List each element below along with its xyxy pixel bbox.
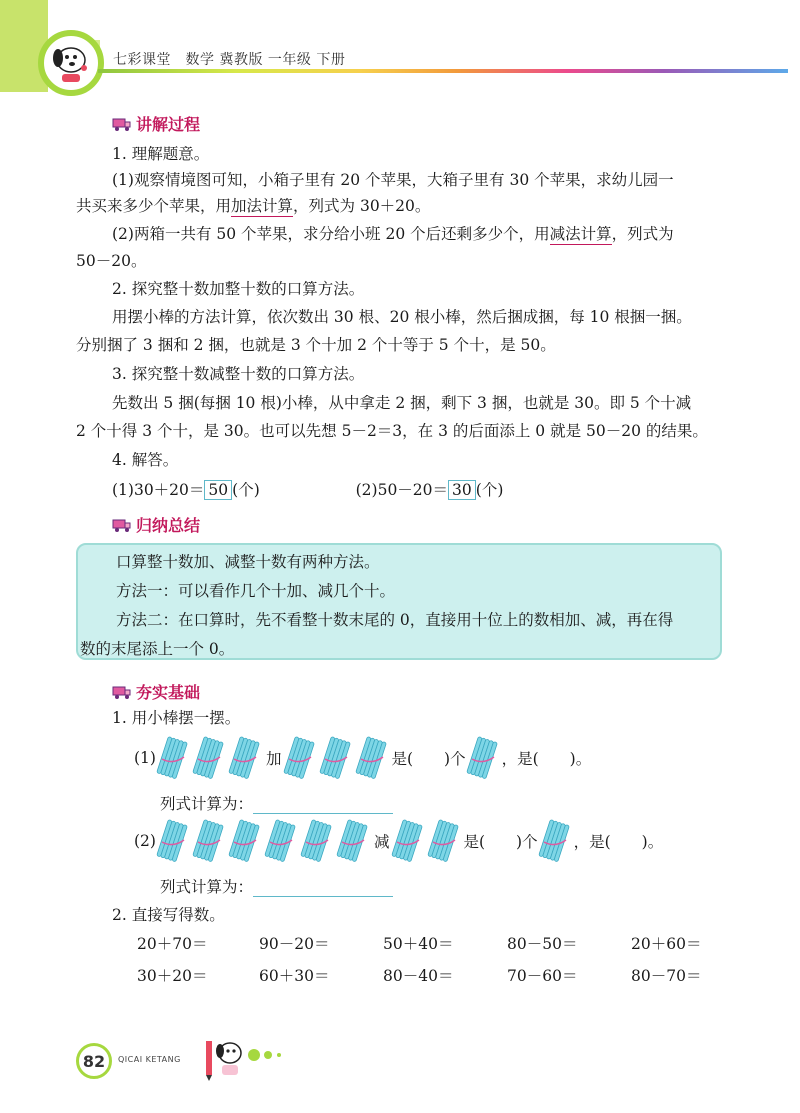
stick-problem-1 [134,735,591,781]
section-heading-basics [112,680,200,703]
section-heading-explain [112,112,200,135]
formula-label: 列式计算为： [160,795,254,813]
explain-para-4b: 2 个十得 3 个十，是 30。也可以先想 5－2＝3，在 3 的后面添上 0 就是 50－20 的结果。 [76,422,708,440]
calc-item: 90－20＝ [259,935,330,953]
stick-bundle-icon [156,735,190,781]
dog-mascot-icon [44,36,98,90]
answer-row [112,480,762,500]
page-number: 82 [76,1043,112,1079]
summary-line-2: 方法一：可以看作几个十加、减几个十。 [116,582,396,600]
explain-para-1b [76,196,726,216]
highlight-addition: 加法计算 [231,197,294,215]
stick-bundle-icon [538,818,572,864]
answer-2-unit: (个) [475,481,504,499]
operator-subtract: 减 [373,833,390,851]
section-title: 讲解过程 [136,115,201,134]
question-1: 1. 用小棒摆一摆。 [112,709,241,727]
answer-1-box: 50 [204,480,232,500]
text: ，列式为 [611,225,674,243]
header-rainbow-rule [98,69,788,73]
section-title: 夯实基础 [136,683,201,702]
calc-item: 50＋40＝ [383,935,454,953]
section-title: 归纳总结 [136,516,201,535]
blank-result: ，是( )。 [573,833,664,851]
formula-label: 列式计算为： [160,878,254,896]
stick-bundle-icon [391,818,425,864]
highlight-subtraction: 减法计算 [549,225,612,243]
summary-line-1: 口算整十数加、减整十数有两种方法。 [116,553,380,571]
summary-line-3: 方法二：在口算时，先不看整十数末尾的 0，直接用十位上的数相加、减，再在得 [116,611,674,629]
calc-item: 20＋70＝ [137,935,208,953]
calc-item: 70－60＝ [507,967,578,985]
operator-add: 加 [265,750,282,768]
explain-para-2a [112,224,762,244]
calc-item: 80－70＝ [631,967,702,985]
text: (2)两箱一共有 50 个苹果，求分给小班 20 个后还剩多少个，用 [112,225,550,243]
answer-2-expr: (2)50－20＝ [355,481,449,499]
footer-brand: QICAI KETANG [118,1055,181,1064]
blank-count: 是( )个 [463,833,538,851]
formula-line-2 [160,877,800,897]
series-title: 七彩课堂 数学 冀教版 一年级 下册 [113,52,346,68]
header-band [0,0,800,92]
stick-bundle-icon [192,735,226,781]
stick-bundle-icon [156,818,190,864]
stick-bundle-icon [355,735,389,781]
formula-line-1 [160,794,800,814]
answer-blank[interactable] [253,879,393,897]
blank-result: ，是( )。 [501,750,592,768]
stick-bundle-icon [283,735,317,781]
answer-1-expr: (1)30＋20＝ [112,481,205,499]
question-2: 2. 直接写得数。 [112,906,225,924]
stick-bundle-icon [228,735,262,781]
summary-line-4: 数的末尾添上一个 0。 [80,640,235,658]
calc-grid [137,932,751,986]
truck-icon [112,517,132,533]
stick-bundle-icon [336,818,370,864]
problem-number: (2) [134,832,156,850]
explain-para-4a: 先数出 5 捆(每捆 10 根)小棒，从中拿走 2 捆，剩下 3 捆，也就是 30。即 5 个十减 [112,394,692,412]
explain-step-2: 2. 探究整十数加整十数的口算方法。 [112,280,365,298]
stick-bundle-icon [466,735,500,781]
explain-step-1: 1. 理解题意。 [112,145,210,163]
stick-bundle-icon [427,818,461,864]
explain-para-3b: 分别捆了 3 捆和 2 捆，也就是 3 个十加 2 个十等于 5 个十，是 50。 [76,336,556,354]
section-heading-summary [112,513,200,536]
stick-bundle-icon [264,818,298,864]
calc-item: 80－40＝ [383,967,454,985]
mascot-badge [38,30,104,96]
stick-bundle-icon [319,735,353,781]
truck-icon [112,116,132,132]
explain-para-2b: 50－20。 [76,252,147,270]
text: ，列式为 30＋20。 [293,197,431,215]
answer-blank[interactable] [253,796,393,814]
truck-icon [112,684,132,700]
calc-item: 60＋30＝ [259,967,330,985]
explain-step-3: 3. 探究整十数减整十数的口算方法。 [112,365,365,383]
calc-item: 80－50＝ [507,935,578,953]
answer-2-box: 30 [448,480,476,500]
explain-para-3a: 用摆小棒的方法计算，依次数出 30 根、20 根小棒，然后捆成捆，每 10 根捆一捆。 [112,308,692,326]
answer-1-unit: (个) [232,481,260,499]
blank-count: 是( )个 [391,750,466,768]
problem-number: (1) [134,749,156,767]
footer-mascot-icon [200,1033,300,1083]
text: 共买来多少个苹果，用 [76,197,232,215]
stick-bundle-icon [192,818,226,864]
explain-para-1a: (1)观察情境图可知，小箱子里有 20 个苹果，大箱子里有 30 个苹果，求幼儿园一 [112,171,674,189]
stick-problem-2 [134,818,663,864]
explain-step-4: 4. 解答。 [112,451,179,469]
calc-item: 30＋20＝ [137,967,208,985]
stick-bundle-icon [300,818,334,864]
calc-item: 20＋60＝ [631,935,702,953]
stick-bundle-icon [228,818,262,864]
